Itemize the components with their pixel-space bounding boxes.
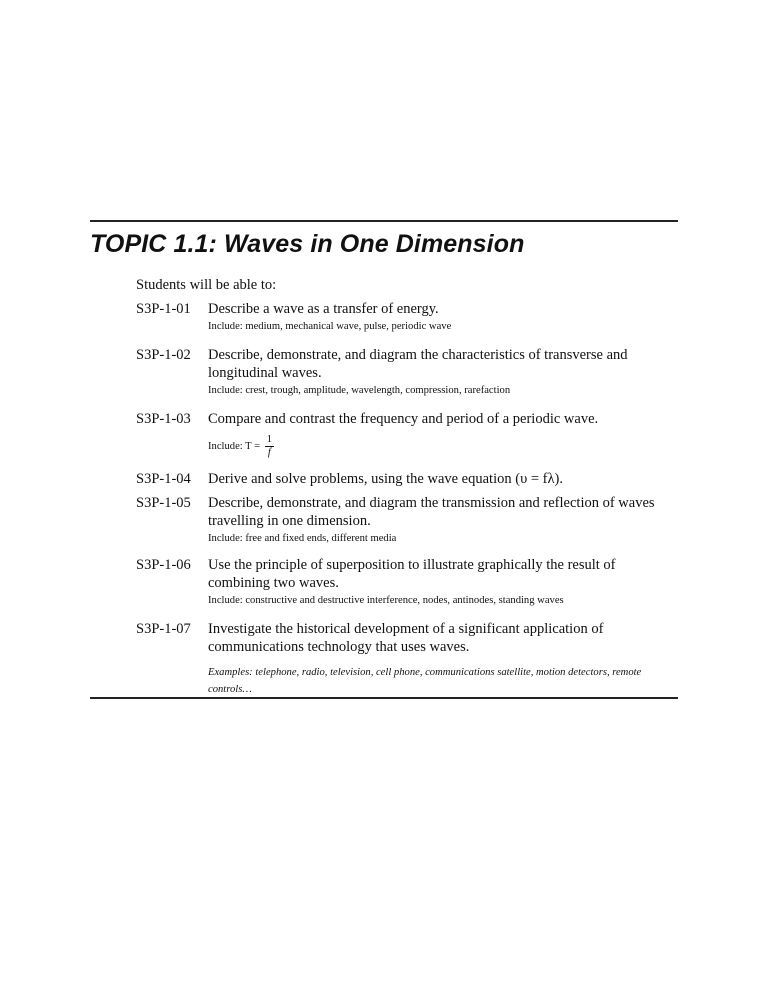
page-title: TOPIC 1.1: Waves in One Dimension [90, 230, 525, 258]
outcome-code: S3P-1-06 [136, 557, 191, 573]
outcome-text: Use the principle of superposition to illustrate graphically the result of combining two waves. [208, 557, 616, 591]
outcome-code: S3P-1-02 [136, 347, 191, 363]
outcome-examples: Examples: telephone, radio, television, cell phone, communications satellite, motion detectors, remote controls… [208, 667, 642, 695]
outcome-text: Describe, demonstrate, and diagram the characteristics of transverse and longitudinal waves. [208, 347, 628, 381]
outcome-include: Include: constructive and destructive interference, nodes, antinodes, standing waves [208, 595, 564, 606]
outcome-code: S3P-1-03 [136, 411, 191, 427]
outcome-code: S3P-1-05 [136, 495, 191, 511]
outcome-text: Describe a wave as a transfer of energy. [208, 301, 439, 317]
outcome-code: S3P-1-04 [136, 471, 191, 487]
outcome-include: Include: crest, trough, amplitude, wavelength, compression, rarefaction [208, 385, 511, 396]
outcome-include: Include: free and fixed ends, different media [208, 533, 397, 544]
outcome-code: S3P-1-01 [136, 301, 191, 317]
outcome-include-formula [208, 434, 274, 459]
bottom-rule [90, 697, 678, 699]
outcome-text: Describe, demonstrate, and diagram the transmission and reflection of waves travelling in one dimension. [208, 495, 655, 529]
include-label: Include: T = [208, 440, 261, 452]
fraction-denominator: f [267, 447, 271, 458]
outcome-text: Derive and solve problems, using the wave equation (υ = fλ). [208, 471, 563, 487]
outcome-text: Compare and contrast the frequency and period of a periodic wave. [208, 411, 599, 427]
outcome-include: Include: medium, mechanical wave, pulse, periodic wave [208, 321, 452, 332]
outcome-code: S3P-1-07 [136, 621, 191, 637]
fraction [265, 434, 274, 459]
outcome-text: Investigate the historical development of a significant application of communications technology that uses waves. [208, 621, 604, 655]
top-rule [90, 220, 678, 222]
intro-text: Students will be able to: [136, 277, 277, 293]
fraction-numerator: 1 [266, 434, 273, 445]
